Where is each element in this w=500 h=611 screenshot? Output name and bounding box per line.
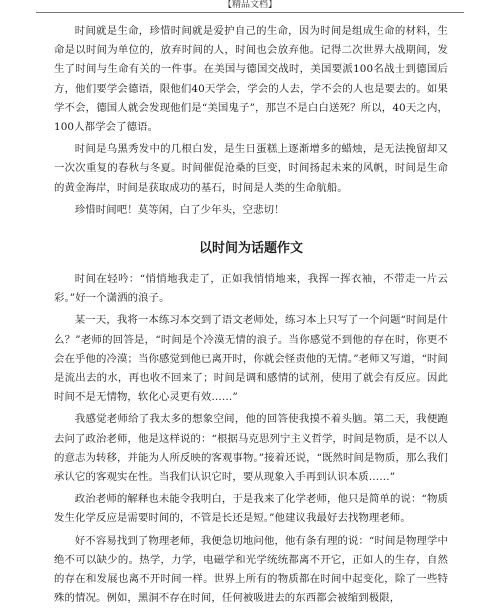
intro-paragraph-1: 时间就是生命，珍惜时间就是爱护自己的生命，因为时间是组成生命的材料，生命是以时间为单位的，放弃时间的人，时间也会放弃他。记得二次世界大战期间，发生了时间与生命有关的一件事。在美国与德国交战时，美国要派100名战士到德国后方，他们要学会德语，限他们40天学会，学会的人去，学不会的人也是要去的。如果学不会，德国人就会发现他们是“美国鬼子”，那岂不是白白送死？所以，40天之内，100人都学会了德语。 — [54, 25, 448, 134]
section-paragraph-2: 某一天，我将一本练习本交到了语文老师处，练习本上只写了一个问题“时间是什么？”老师的回答是，“时间是个冷漠无情的浪子。当你感觉不到他的存在时，你更不会在乎他的冷漠；当你感觉到他已离开时，你就会怪责他的无情。”老师又写道，“时间是流出去的水，再也收不回来了；时间是调和感情的试剂，使用了就会有反应。因此时间不是无情物，软化心灵更有效……” — [54, 314, 448, 404]
intro-paragraph-2: 时间是乌黑秀发中的几根白发，是生日蛋糕上逐渐增多的蜡烛，是无法挽留却又一次次重复的春秋与冬夏。时间催促沧桑的巨变，时间扬起未来的风帆，时间是生命的黄金海岸，时间是获取成功的基石，时间是人类的生命航船。 — [54, 143, 448, 194]
section-paragraph-4: 政治老师的解释也未能令我明白，于是我来了化学老师，他只是简单的说：“物质发生化学反应是需要时间的，不管是长还是短。”他建议我最好去找物理老师。 — [54, 493, 448, 525]
intro-paragraph-3: 珍惜时间吧！莫等闲，白了少年头，空悲切！ — [74, 203, 285, 216]
header-tag: 【精品文档】 — [222, 0, 277, 10]
section-title: 以时间为话题作文 — [198, 241, 303, 257]
section-paragraph-3: 我感觉老师给了我太多的想象空间，他的回答使我摸不着头脑。第二天，我便跑去问了政治老师，他是这样说的：“根据马克思列宁主义哲学，时间是物质，是不以人的意志为转移，并能为人所反映的客观事物。”接着还说，“既然时间是物质，那么我们承认它的客观实在性。当我们认识它时，要从现象入手再到认识本质……” — [54, 413, 448, 484]
section-paragraph-1: 时间在轻吟：“悄悄地我走了，正如我悄悄地来，我挥一挥衣袖，不带走一片云彩。”好一个潇洒的浪子。 — [54, 273, 448, 305]
header-divider — [36, 12, 464, 13]
document-body — [54, 22, 448, 611]
section-paragraph-5: 好不容易找到了物理老师，我便急切地问他，他有条有理的说：“时间是物理学中绝不可以缺少的。热学，力学，电磁学和光学统统都离不开它，正如人的生存，自然的存在和发展也离不开时间一样。世界上所有的物质都在时间中起变化，除了一些特殊的情况。例如，黑洞不存在时间，任何被吸进去的东西都会被缩到极限， — [54, 534, 448, 605]
